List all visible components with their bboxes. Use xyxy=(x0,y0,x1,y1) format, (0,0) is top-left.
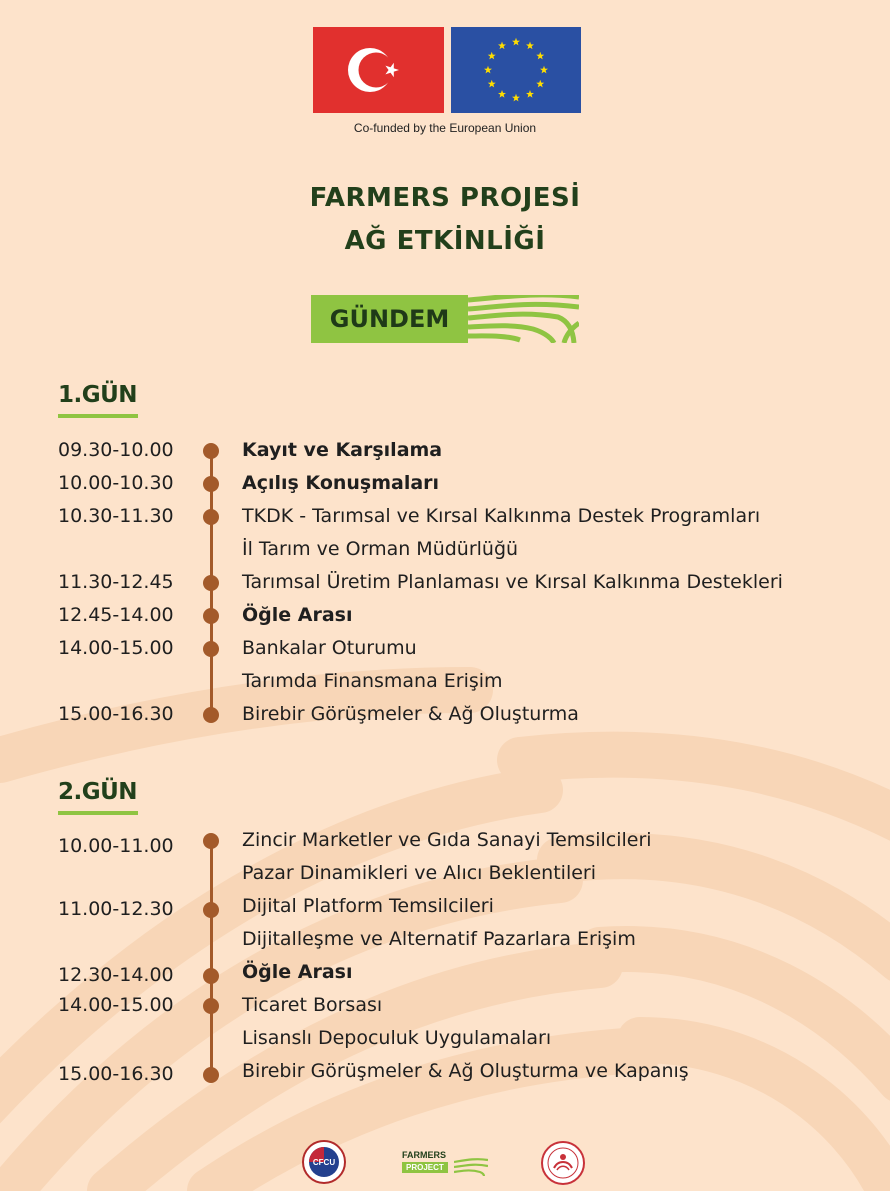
agenda-time: 10.00-10.30 xyxy=(58,472,174,494)
agenda-title: Ticaret Borsası xyxy=(242,994,383,1016)
field-stripes-icon xyxy=(468,295,579,343)
timeline-dot xyxy=(203,575,219,591)
agenda-subtitle: Pazar Dinamikleri ve Alıcı Beklentileri xyxy=(242,862,597,884)
agenda-row xyxy=(0,989,890,1022)
page-subtitle: AĞ ETKİNLİĞİ xyxy=(344,226,546,256)
agenda-row xyxy=(0,533,890,566)
cfcu-logo xyxy=(302,1140,346,1184)
agenda-row xyxy=(0,923,890,956)
timeline-dot xyxy=(203,608,219,624)
day2-heading: 2.GÜN xyxy=(58,779,138,805)
eu-star-icon xyxy=(526,42,534,50)
agenda-title: Öğle Arası xyxy=(242,604,353,626)
agenda-row xyxy=(0,857,890,890)
eu-star-icon xyxy=(488,80,496,88)
agenda-time: 14.00-15.00 xyxy=(58,637,174,659)
agenda-subtitle: Tarımda Finansmana Erişim xyxy=(242,670,503,692)
agenda-subtitle: İl Tarım ve Orman Müdürlüğü xyxy=(242,538,519,560)
timeline-dot xyxy=(203,443,219,459)
agenda-time: 15.00-16.30 xyxy=(58,703,174,725)
agenda-time: 10.30-11.30 xyxy=(58,505,174,527)
timeline-dot xyxy=(203,968,219,984)
agenda-time: 12.45-14.00 xyxy=(58,604,174,626)
agenda-row xyxy=(0,467,890,500)
agenda-title: Bankalar Oturumu xyxy=(242,637,417,659)
ministry-logo xyxy=(540,1140,586,1186)
agenda-row xyxy=(0,698,890,731)
agenda-subtitle: Dijitalleşme ve Alternatif Pazarlara Erişim xyxy=(242,928,636,950)
timeline-dot xyxy=(203,833,219,849)
day2-underline xyxy=(58,811,138,815)
farmers-logo-line2: PROJECT xyxy=(402,1162,448,1173)
timeline-dot xyxy=(203,902,219,918)
agenda-time: 10.00-11.00 xyxy=(58,835,174,857)
agenda-time: 12.30-14.00 xyxy=(58,964,174,986)
agenda-badge xyxy=(311,295,579,343)
agenda-time: 11.30-12.45 xyxy=(58,571,174,593)
agenda-row xyxy=(0,500,890,533)
eu-star-icon xyxy=(498,90,506,98)
eu-star-icon xyxy=(512,94,520,102)
agenda-row xyxy=(0,665,890,698)
eu-star-icon xyxy=(484,66,492,74)
farmers-logo-line1: FARMERS xyxy=(402,1150,447,1160)
agenda-time: 11.00-12.30 xyxy=(58,898,174,920)
agenda-row xyxy=(0,890,890,923)
timeline-dot xyxy=(203,476,219,492)
agenda-subtitle: Lisanslı Depoculuk Uygulamaları xyxy=(242,1027,552,1049)
agenda-badge-label: GÜNDEM xyxy=(329,305,450,333)
agenda-row xyxy=(0,1055,890,1088)
agenda-row xyxy=(0,1022,890,1055)
timeline-dot xyxy=(203,707,219,723)
ministry-seal-icon xyxy=(540,1140,586,1186)
agenda-title: Birebir Görüşmeler & Ağ Oluşturma ve Kapanış xyxy=(242,1060,689,1082)
cfcu-logo-text: CFCU xyxy=(312,1158,336,1167)
timeline-dot xyxy=(203,509,219,525)
eu-star-icon xyxy=(498,42,506,50)
eu-stars-icon xyxy=(451,27,581,113)
agenda-row xyxy=(0,599,890,632)
agenda-row xyxy=(0,956,890,989)
cofunded-caption: Co-funded by the European Union xyxy=(353,121,537,135)
timeline-dot xyxy=(203,641,219,657)
eu-star-icon xyxy=(488,52,496,60)
agenda-title: Öğle Arası xyxy=(242,961,353,983)
crescent-star-icon xyxy=(313,27,444,113)
agenda-title: Açılış Konuşmaları xyxy=(242,472,440,494)
agenda-time: 15.00-16.30 xyxy=(58,1063,174,1085)
day1-underline xyxy=(58,414,138,418)
agenda-title: Tarımsal Üretim Planlaması ve Kırsal Kalkınma Destekleri xyxy=(242,571,783,593)
agenda-row xyxy=(0,632,890,665)
eu-star-icon xyxy=(536,52,544,60)
eu-flag xyxy=(451,27,581,113)
turkey-flag xyxy=(313,27,444,113)
agenda-title: Kayıt ve Karşılama xyxy=(242,439,443,461)
field-stripes-icon xyxy=(454,1158,488,1176)
agenda-row xyxy=(0,434,890,467)
agenda-title: TKDK - Tarımsal ve Kırsal Kalkınma Destek Programları xyxy=(242,505,761,527)
page-title: FARMERS PROJESİ xyxy=(309,183,581,213)
timeline-dot xyxy=(203,1067,219,1083)
eu-star-icon xyxy=(512,38,520,46)
cfcu-seal-icon xyxy=(302,1140,346,1184)
eu-star-icon xyxy=(536,80,544,88)
timeline-dot xyxy=(203,998,219,1014)
agenda-row xyxy=(0,566,890,599)
eu-star-icon xyxy=(526,90,534,98)
agenda-row xyxy=(0,824,890,857)
eu-star-icon xyxy=(540,66,548,74)
agenda-title: Birebir Görüşmeler & Ağ Oluşturma xyxy=(242,703,579,725)
farmers-project-logo xyxy=(402,1150,488,1178)
day1-heading: 1.GÜN xyxy=(58,382,138,408)
agenda-title: Dijital Platform Temsilcileri xyxy=(242,895,494,917)
agenda-title: Zincir Marketler ve Gıda Sanayi Temsilcileri xyxy=(242,829,652,851)
agenda-time: 14.00-15.00 xyxy=(58,994,174,1016)
agenda-time: 09.30-10.00 xyxy=(58,439,174,461)
